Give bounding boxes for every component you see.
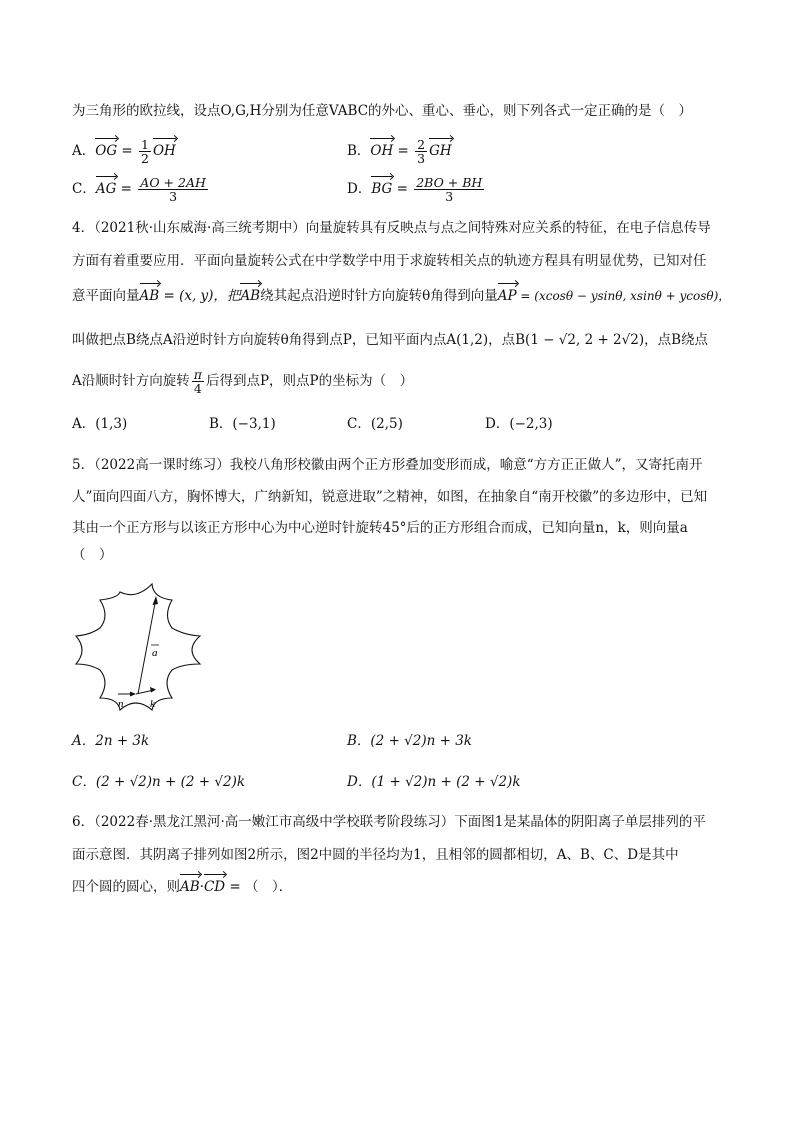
fraction: $\frac{AO + 2AH}{3}$ (140, 175, 206, 204)
q4-line-1: 4．（2021秋·山东威海·高三统考期中）向量旋转具有反映点与点之间特殊对应关系的特征，在电子信息传导 (72, 220, 711, 236)
q4-option-b[interactable]: B．(−3,1) (209, 416, 276, 432)
vector-a-line (138, 598, 156, 694)
octagram-outline (76, 584, 200, 710)
q6-line-1: 6．（2022春·黑龙江黑河·高一嫩江市高级中学校联考阶段练习）下面图1是某晶体的阴阳离子单层排列的平 (72, 814, 706, 830)
q4-option-d[interactable]: D．(−2,3) (485, 416, 553, 432)
label-k: k (150, 698, 155, 710)
q5-option-a[interactable]: A．2n + 3k (72, 733, 150, 749)
q3-stem: 为三角形的欧拉线，设点O,G,H分别为任意VABC的外心、重心、垂心，则下列各式一定正确的是（ ） (72, 103, 693, 119)
q6-line-2: 面示意图．其阴离子排列如图2所示，图2中圆的半径均为1，且相邻的圆都相切，A、B、C、D是其中 (72, 847, 679, 863)
fraction: $\frac{2BO + BH}{3}$ (416, 175, 483, 204)
q4-option-a[interactable]: A．(1,3) (72, 416, 128, 432)
q4-line-3: 意平面向量AB = (x, y)，把AB绕其起点沿逆时针方向旋转θ角得到向量AP = (xcosθ − ysinθ, xsinθ + ycosθ)， (72, 288, 731, 304)
q4-line-2: 方面有着重要应用．平面向量旋转公式在中学数学中用于求旋转相关点的轨迹方程具有明显优势，已知对任 (72, 253, 707, 269)
q5-option-d[interactable]: D．(1 + √2)n + (2 + √2)k (347, 774, 521, 790)
q3-option-b[interactable]: B．OH = $\frac{2}{3}$ GH (347, 137, 452, 166)
q5-line-2: 人”面向四面八方，胸怀博大，广纳新知，锐意进取”之精神，如图，在抽象自“南开校徽”的多边形中，已知 (72, 489, 708, 505)
fraction: $\frac{1}{2}$ (141, 137, 149, 166)
fraction: $\frac{2}{3}$ (417, 137, 426, 166)
vector-n-arrowhead (130, 692, 136, 697)
q3-option-d[interactable]: D．BG = $\frac{2BO + BH}{3}$ (347, 175, 483, 204)
q5-line-4: （ ） (72, 547, 113, 563)
fraction: $\frac{\pi}{4}$ (193, 367, 202, 396)
vector-k-arrowhead (150, 687, 156, 693)
q3-option-c[interactable]: C．AG = $\frac{AO + 2AH}{3}$ (72, 175, 206, 204)
q4-line-5: A沿顺时针方向旋转 $\frac{\pi}{4}$ 后得到点P，则点P的坐标为（ ） (72, 367, 414, 396)
q5-option-c[interactable]: C．(2 + √2)n + (2 + √2)k (72, 774, 246, 790)
vector-a-arrowhead (153, 596, 159, 605)
q3-option-a[interactable]: A．OG = $\frac{1}{2}$ OH (72, 137, 176, 166)
octagram-diagram (72, 578, 202, 718)
q4-option-c[interactable]: C．(2,5) (347, 416, 403, 432)
label-n: n (118, 698, 124, 710)
q5-line-1: 5．（2022高一课时练习）我校八角形校徽由两个正方形叠加变形而成，喻意“方方正正做人”，又寄托南开 (72, 457, 703, 473)
q5-line-3: 其由一个正方形与以该正方形中心为中心逆时针旋转45°后的正方形组合而成，已知向量n，k，则向量a (72, 520, 688, 536)
q5-option-b[interactable]: B．(2 + √2)n + 3k (347, 733, 472, 749)
q6-line-3: 四个圆的圆心，则AB·CD = （ ）． (72, 879, 293, 895)
label-a: a (152, 647, 158, 659)
q4-line-4: 叫做把点B绕点A沿逆时针方向旋转θ角得到点P，已知平面内点A(1,2)，点B(1 − √2, 2 + 2√2)，点B绕点 (72, 332, 709, 348)
